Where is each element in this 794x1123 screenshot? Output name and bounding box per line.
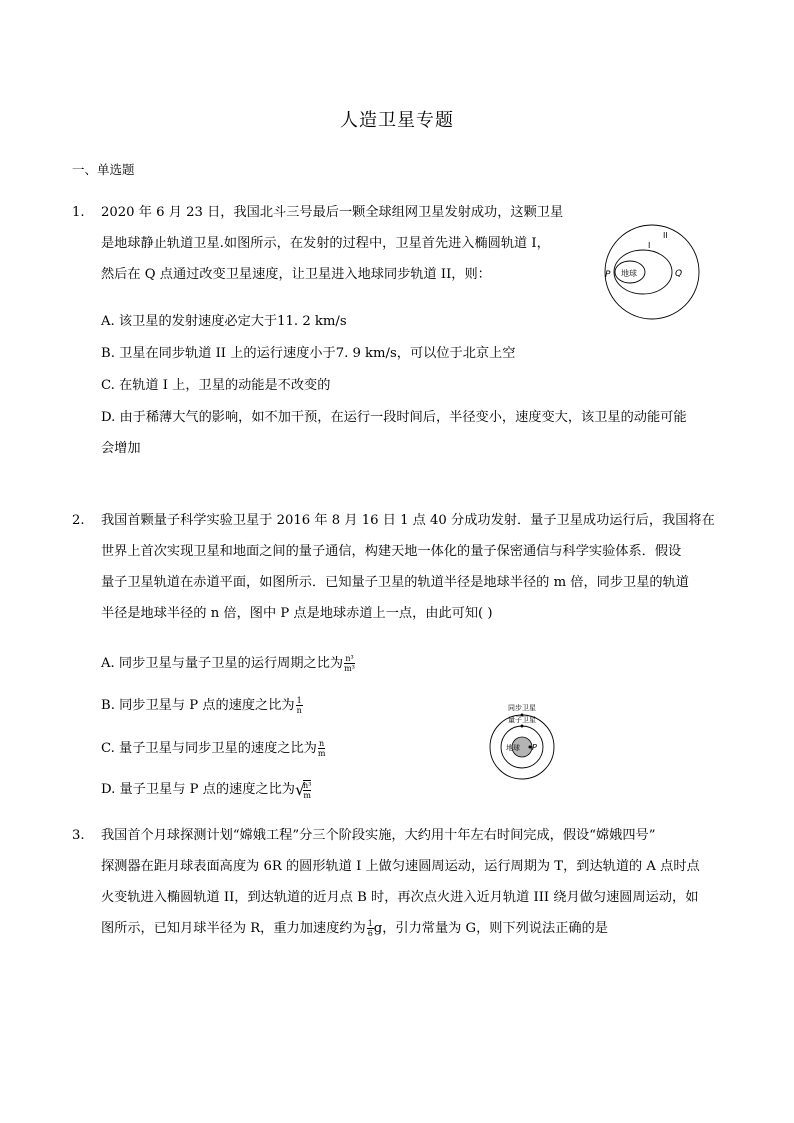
fraction-a-den: m³ — [344, 664, 355, 673]
section-heading: 一、单选题 — [72, 162, 135, 177]
sync-satellite-dot — [521, 714, 524, 717]
question-2-stem — [101, 505, 715, 629]
question-3-line-4 — [101, 913, 700, 944]
orbit-figure-2 — [484, 700, 564, 782]
fraction-c-num: n — [319, 739, 325, 748]
question-3-line-4-pre: 图所示，已知月球半径为 R，重力加速度约为 — [101, 921, 366, 936]
label-sync-satellite: 同步卫星 — [508, 704, 536, 712]
orbit-figure-1 — [585, 222, 720, 322]
label-earth: 地球 — [621, 269, 637, 278]
question-3-line-3: 火变轨进入椭圆轨道 II，到达轨道的近月点 B 时，再次点火进入近月轨道 III 绕月做匀速圆周运动，如 — [101, 890, 699, 905]
question-1-option-d-cont: 会增加 — [101, 441, 141, 456]
option-d-text: D. 量子卫星与 P 点的速度之比为 — [101, 782, 295, 797]
question-2-option-d[interactable] — [101, 778, 311, 800]
label-quantum-satellite: 量子卫星 — [508, 716, 536, 724]
option-c-text: C. 量子卫星与同步卫星的速度之比为 — [101, 741, 317, 756]
label-earth-2: 地球 — [506, 744, 520, 752]
fraction-b — [296, 696, 303, 715]
radical-sign: √ — [295, 779, 306, 799]
label-p-2: P — [532, 743, 537, 752]
question-3-line-2: 探测器在距月球表面高度为 6R 的圆形轨道 I 上做匀速圆周运动，运行周期为 T，到达轨道的 A 点时点 — [101, 859, 700, 874]
fraction-a-num: n³ — [345, 654, 354, 663]
page-title: 人造卫星专题 — [340, 110, 454, 131]
question-1-stem — [101, 197, 563, 290]
question-2-line-4: 半径是地球半径的 n 倍，图中 P 点是地球赤道上一点，由此可知( ) — [101, 606, 493, 621]
question-3-stem — [101, 820, 700, 944]
question-1-option-a[interactable]: A. 该卫星的发射速度必定大于11. 2 km/s — [101, 314, 347, 329]
fraction-b-den: n — [296, 706, 302, 715]
question-1-option-c[interactable]: C. 在轨道 I 上，卫星的动能是不改变的 — [101, 378, 331, 393]
fraction-g-den: 6 — [367, 929, 373, 938]
label-i: I — [648, 241, 651, 250]
label-ii: II — [663, 231, 668, 240]
question-2-option-b[interactable] — [101, 694, 303, 715]
sqrt-d — [295, 780, 311, 800]
fraction-c-den: m — [317, 749, 326, 758]
question-3-number: 3. — [72, 828, 85, 843]
question-1-option-d[interactable]: D. 由于稀薄大气的影响，如不加干预，在运行一段时间后，半径变小，速度变大，该卫星的动能可能 — [101, 410, 687, 425]
fraction-g-num: 1 — [367, 919, 373, 928]
orbit-ii-circle — [605, 225, 699, 319]
fraction-a — [344, 654, 355, 673]
question-1-option-b[interactable]: B. 卫星在同步轨道 II 上的运行速度小于7. 9 km/s，可以位于北京上空 — [101, 346, 516, 361]
question-1-line-2: 是地球静止轨道卫星.如图所示，在发射的过程中，卫星首先进入椭圆轨道 I， — [101, 236, 550, 251]
sqrt-d-den: m — [303, 790, 311, 800]
label-p: P — [605, 270, 611, 280]
question-2-option-c[interactable] — [101, 737, 325, 758]
fraction-g — [367, 919, 374, 938]
question-2-line-2: 世界上首次实现卫星和地面之间的量子通信，构建天地一体化的量子保密通信与科学实验体系．假设 — [101, 544, 682, 559]
quantum-satellite-dot — [521, 725, 524, 728]
option-b-text: B. 同步卫星与 P 点的速度之比为 — [101, 698, 295, 713]
fraction-b-num: 1 — [296, 696, 302, 705]
question-3-line-4-post: g，引力常量为 G，则下列说法正确的是 — [373, 921, 608, 936]
question-3-line-1: 我国首个月球探测计划“嫦娥工程”分三个阶段实施，大约用十年左右时间完成，假设“嫦娥四号” — [101, 828, 656, 843]
question-2-number: 2. — [72, 513, 85, 528]
fraction-c — [318, 739, 326, 758]
option-a-text: A. 同步卫星与量子卫星的运行周期之比为 — [101, 656, 344, 671]
label-q: Q — [675, 269, 683, 279]
question-1-number: 1. — [72, 205, 85, 220]
question-2-line-1: 我国首颗量子科学实验卫星于 2016 年 8 月 16 日 1 点 40 分成功发射．量子卫星成功运行后，我国将在 — [101, 513, 715, 528]
question-1-line-3: 然后在 Q 点通过改变卫星速度，让卫星进入地球同步轨道 II，则： — [101, 267, 491, 282]
question-2-option-a[interactable] — [101, 652, 355, 673]
sqrt-d-num: n³ — [303, 780, 312, 790]
question-2-line-3: 量子卫星轨道在赤道平面，如图所示．已知量子卫星的轨道半径是地球半径的 m 倍，同步卫星的轨道 — [101, 575, 689, 590]
question-1-line-1: 2020 年 6 月 23 日，我国北斗三号最后一颗全球组网卫星发射成功，这颗卫星 — [101, 205, 564, 220]
